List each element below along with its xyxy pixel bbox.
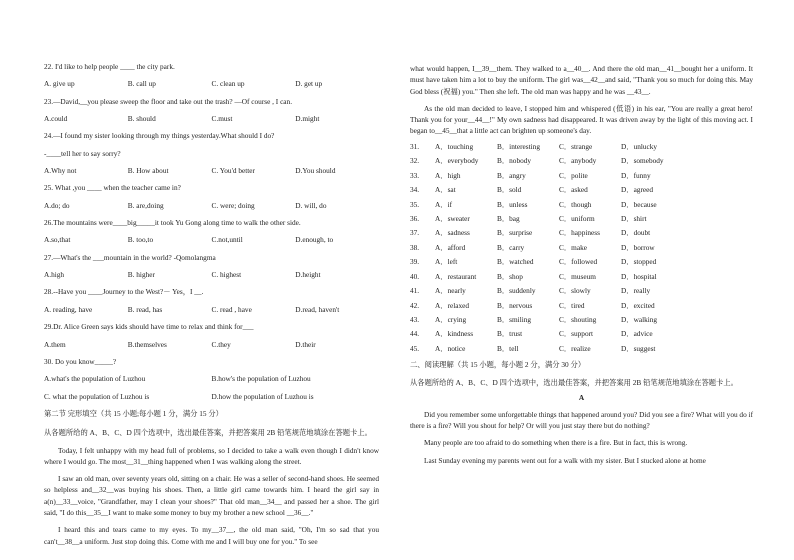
cloze-option-row: [410, 244, 753, 253]
option-c: C.not,until: [211, 235, 243, 245]
question-text: 22. I'd like to help people ____ the city park.: [44, 62, 175, 71]
cloze-option-row: [410, 186, 753, 195]
option-choice: D．suggest: [621, 343, 656, 353]
option-number: 44.: [410, 329, 420, 339]
option-b: B. are,doing: [127, 200, 164, 210]
option-choice: A．touching: [435, 141, 474, 151]
article-label: A: [578, 392, 585, 402]
options: [44, 306, 379, 315]
option-choice: A．notice: [435, 343, 466, 353]
cloze-paragraph-2: I saw an old man, over seventy years old, sitting on a chair. He was a seller of second-hand shoes. He seemed so helpless and__32__was buying his shoes. Then, a little girl came towards him. I heard the girl say in a(n)__33__voice, "Grandfather, may I clean your shoes?" That old man__34__ and passed her a shoe. The girl said, "I do this__35__I want to make some money to buy my brother a new school __36__.": [44, 474, 379, 517]
option-choice: D．advice: [621, 329, 653, 339]
option-a: A.what's the population of Luzhou: [44, 374, 146, 384]
option-b: B. call up: [127, 79, 156, 89]
option-choice: B．surprise: [497, 228, 533, 238]
cloze-option-row: [410, 345, 753, 354]
option-choice: D．somebody: [621, 156, 664, 166]
option-choice: D．walking: [621, 315, 658, 325]
option-choice: C．though: [559, 199, 592, 209]
cloze-option-row: [410, 258, 753, 267]
cloze-paragraph-5: As the old man decided to leave, I stopped him and whispered (低语) in his ear, "You are really a great hero! Thank you for your__44__!" My own sadness had disappeared. It was driven away by the light of this moving act. I began to__45__that a little act can brighten up someone's day.: [410, 103, 753, 136]
option-choice: D．doubt: [621, 228, 651, 238]
option-choice: A．sat: [435, 185, 456, 195]
option-choice: B．smiling: [497, 315, 532, 325]
option-d: D.height: [295, 270, 321, 280]
section-instructions: 从各题所给的 A、B、C、D 四个选项中，选出最佳答案，并把答案用 2B 铅笔规范地填涂在答题卡上。: [44, 428, 372, 438]
cloze-paragraph-4: what would happen, I__39__them. They walked to a__40__. And there the old man__41__bought her a uniform. It must have taken him a lot to buy the uniform. The girl was__42__and said, "Thank you so much for doing this. May God bless (祝福) you." Then she left. The old man was happy and he was __43__.: [410, 64, 753, 96]
option-c: C. were; doing: [211, 200, 255, 210]
question-text: 25. What ,you ____ when the teacher came in?: [44, 183, 181, 193]
question-text: 23.—David,__you please sweep the floor and take out the trash? —Of course , I can.: [44, 96, 293, 106]
option-d: D.read, haven't: [295, 304, 340, 314]
options: [44, 202, 379, 211]
article-paragraph-3: Last Sunday evening my parents went out for a walk with my sister. But I stucked alone at home: [424, 455, 706, 465]
option-choice: C．followed: [559, 257, 598, 267]
option-choice: A．restaurant: [435, 271, 477, 281]
question-text: 27.—What's the ___mountain in the world? -Qomolangma: [44, 252, 216, 262]
option-choice: C．anybody: [559, 156, 597, 166]
option-choice: C．realize: [559, 343, 591, 353]
option-choice: B．nobody: [497, 156, 532, 166]
option-number: 39.: [410, 257, 420, 267]
option-number: 41.: [410, 286, 420, 296]
option-choice: A．nearly: [435, 286, 466, 296]
option-choice: A．sadness: [435, 228, 470, 238]
option-d: D.how the population of Luzhou is: [211, 391, 314, 401]
cloze-option-row: [410, 229, 753, 238]
question-23: [44, 98, 379, 124]
option-b: B.how's the population of Luzhou: [211, 374, 311, 384]
option-b: B.themselves: [127, 339, 167, 349]
option-choice: D．stopped: [621, 257, 657, 267]
options: [44, 271, 379, 280]
option-choice: D．unlucky: [621, 141, 658, 151]
cloze-paragraph-1: Today, I felt unhappy with my head full of problems, so I decided to take a walk even though I didn't know where I would go. The most__31__thing happened when I was walking along the street.: [44, 445, 379, 466]
section-instructions: 从各题所给的 A、B、C、D 四个选项中，选出最佳答案，并把答案用 2B 铅笔规范地填涂在答题卡上。: [410, 377, 738, 387]
option-d: D.might: [295, 114, 320, 124]
option-choice: C．happiness: [559, 228, 600, 238]
option-number: 34.: [410, 185, 420, 195]
option-choice: D．because: [621, 199, 657, 209]
option-choice: B．tell: [497, 343, 519, 353]
option-choice: B．watched: [497, 257, 534, 267]
option-choice: A．if: [435, 199, 453, 209]
option-a: A. give up: [44, 79, 75, 89]
option-number: 42.: [410, 300, 420, 310]
option-c: C. You'd better: [211, 166, 255, 176]
option-choice: C．support: [559, 329, 594, 339]
right-column: [410, 63, 753, 472]
option-b: B. too,to: [127, 235, 154, 245]
option-choice: B．shop: [497, 271, 523, 281]
option-choice: C．shouting: [559, 315, 597, 325]
cloze-option-row: [410, 316, 753, 325]
option-choice: A．high: [435, 170, 461, 180]
option-number: 33.: [410, 170, 420, 180]
option-number: 35.: [410, 199, 420, 209]
question-28: [44, 288, 379, 314]
cloze-paragraph-3: I heard this and tears came to my eyes. To my__37__, the old man said, "Oh, I'm so sad that you can't__38__a uniform. Just stop doing this. Come with me and I will buy one for you." To see: [44, 525, 379, 546]
cloze-option-row: [410, 215, 753, 224]
option-a: A.them: [44, 339, 66, 349]
option-a: A.could: [44, 114, 68, 124]
option-number: 31.: [410, 141, 420, 151]
section-title: 第二节 完形填空（共 15 小题;每小题 1 分，满分 15 分）: [44, 408, 223, 418]
option-choice: B．suddenly: [497, 286, 536, 296]
option-c: C. read , have: [211, 304, 252, 314]
option-d: D.You should: [295, 166, 336, 176]
option-choice: D．really: [621, 286, 651, 296]
cloze-option-row: [410, 273, 753, 282]
option-a: A.so,that: [44, 235, 71, 245]
option-c: C.they: [211, 339, 231, 349]
option-c: C. clean up: [211, 79, 245, 89]
question-22: [44, 63, 379, 89]
option-c: C. highest: [211, 270, 242, 280]
cloze-option-row: [410, 201, 753, 210]
section-title: 二、阅读理解（共 15 小题，每小题 2 分，满分 30 分）: [410, 360, 586, 370]
cloze-option-row: [410, 157, 753, 166]
option-choice: C．make: [559, 242, 587, 252]
option-number: 38.: [410, 242, 420, 252]
question-24: [44, 132, 379, 175]
options: [44, 167, 379, 176]
option-choice: D．hospital: [621, 271, 657, 281]
article-paragraph-1: Did you remember some unforgettable things that happened around you? Did you see a fire? What will you do if there is a fire? Will you shout for help? Or will you just stay there but do nothing?: [410, 409, 754, 430]
option-choice: D．borrow: [621, 242, 655, 252]
options: [44, 375, 379, 384]
option-b: B. How about: [127, 166, 169, 176]
option-number: 36.: [410, 213, 420, 223]
option-c: C.must: [211, 114, 233, 124]
cloze-option-row: [410, 172, 753, 181]
option-choice: A．everybody: [435, 156, 479, 166]
question-text: 24.—I found my sister looking through my things yesterday.What should I do?: [44, 131, 275, 141]
left-column: [44, 63, 379, 553]
option-choice: D．shirt: [621, 213, 647, 223]
option-b: B. read, has: [127, 304, 163, 314]
option-choice: A．afford: [435, 242, 466, 252]
question-text: 26.The mountains were____big_____it took Yu Gong along time to walk the other side.: [44, 218, 301, 228]
question-27: [44, 254, 379, 280]
option-a: A. reading, have: [44, 304, 93, 314]
option-choice: B．trust: [497, 329, 523, 339]
option-b: B. should: [127, 114, 156, 124]
question-29: [44, 323, 379, 349]
question-text: 30. Do you know_____?: [44, 356, 117, 366]
option-choice: C．uniform: [559, 213, 595, 223]
option-number: 37.: [410, 228, 420, 238]
option-d: D.their: [295, 339, 316, 349]
option-number: 43.: [410, 315, 420, 325]
question-text: 28.--Have you ____Journey to the West?－ Yes，I __.: [44, 287, 204, 297]
option-choice: C．slowly: [559, 286, 591, 296]
question-26: [44, 219, 379, 245]
options: [44, 341, 379, 350]
cloze-options: [410, 143, 753, 354]
cloze-option-row: [410, 330, 753, 339]
option-choice: B．sold: [497, 185, 522, 195]
option-a: A.do; do: [44, 200, 70, 210]
question-25: [44, 184, 379, 210]
cloze-option-row: [410, 302, 753, 311]
option-choice: A．left: [435, 257, 458, 267]
option-choice: C．polite: [559, 170, 588, 180]
cloze-option-row: [410, 287, 753, 296]
option-number: 32.: [410, 156, 420, 166]
option-number: 40.: [410, 271, 420, 281]
option-number: 45.: [410, 343, 420, 353]
option-choice: B．interesting: [497, 141, 540, 151]
option-choice: D．agreed: [621, 185, 654, 195]
option-c: C. what the population of Luzhou is: [44, 391, 150, 401]
question-text: 29.Dr. Alice Green says kids should have time to relax and think for___: [44, 322, 254, 332]
option-b: B. higher: [127, 270, 155, 280]
options: [44, 393, 379, 402]
options: [44, 236, 379, 245]
cloze-option-row: [410, 143, 753, 152]
option-choice: B．unless: [497, 199, 528, 209]
option-choice: C．asked: [559, 185, 588, 195]
option-choice: D．excited: [621, 300, 655, 310]
option-d: D.enough, to: [295, 235, 334, 245]
option-choice: A．sweater: [435, 213, 470, 223]
question-text-2: -____tell her to say sorry?: [44, 148, 121, 158]
option-choice: C．museum: [559, 271, 596, 281]
options: [44, 80, 379, 89]
options: [44, 115, 379, 124]
option-choice: B．carry: [497, 242, 525, 252]
option-a: A.Why not: [44, 166, 77, 176]
option-a: A.high: [44, 270, 65, 280]
option-d: D. get up: [295, 79, 323, 89]
option-choice: A．kindness: [435, 329, 474, 339]
option-choice: B．angry: [497, 170, 526, 180]
option-choice: D．funny: [621, 170, 651, 180]
option-choice: B．bag: [497, 213, 520, 223]
question-30: [44, 358, 379, 401]
option-choice: B．nervous: [497, 300, 533, 310]
option-choice: A．relaxed: [435, 300, 470, 310]
option-choice: C．tired: [559, 300, 585, 310]
option-choice: A．crying: [435, 315, 467, 325]
option-d: D. will, do: [295, 200, 327, 210]
option-choice: C．strange: [559, 141, 593, 151]
article-paragraph-2: Many people are too afraid to do something when there is a fire. But in fact, this is wrong.: [424, 438, 688, 448]
